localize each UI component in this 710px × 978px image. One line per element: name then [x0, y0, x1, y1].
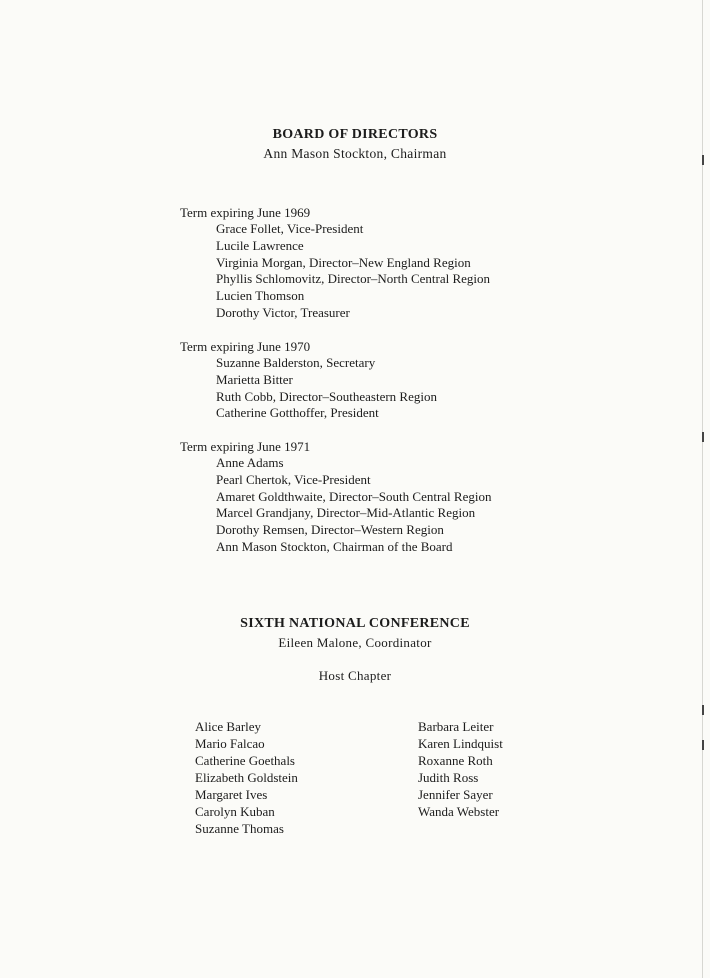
- term-1970: [180, 338, 437, 422]
- term-heading: Term expiring June 1969: [180, 205, 311, 220]
- member: Suzanne Balderston, Secretary: [216, 355, 376, 370]
- member: Dorothy Victor, Treasurer: [216, 304, 350, 320]
- member: Amaret Goldthwaite, Director–South Central Region: [216, 488, 492, 504]
- host-member: Carolyn Kuban: [195, 804, 275, 819]
- member: Lucile Lawrence: [216, 237, 304, 253]
- edge-mark: [702, 740, 704, 750]
- host-chapter-heading: Host Chapter: [318, 668, 392, 683]
- host-member: Alice Barley: [195, 719, 262, 734]
- member: Marietta Bitter: [216, 371, 293, 387]
- member: Virginia Morgan, Director–New England Region: [216, 254, 471, 270]
- term-members: [180, 221, 490, 322]
- host-member: Mario Falcao: [195, 736, 265, 751]
- host-chapter-right-column: [418, 718, 503, 820]
- host-member: Wanda Webster: [418, 804, 500, 819]
- host-chapter-left-column: [195, 718, 298, 837]
- host-member: Barbara Leiter: [418, 719, 494, 734]
- member: Grace Follet, Vice-President: [216, 221, 364, 236]
- board-title: BOARD OF DIRECTORS: [272, 127, 438, 142]
- member: Catherine Gotthoffer, President: [216, 405, 379, 421]
- member: Ruth Cobb, Director–Southeastern Region: [216, 388, 437, 404]
- term-heading: Term expiring June 1970: [180, 339, 311, 354]
- member: Anne Adams: [216, 455, 284, 470]
- term-heading: Term expiring June 1971: [180, 439, 311, 454]
- board-chairman: Ann Mason Stockton, Chairman: [263, 146, 447, 161]
- host-member: Roxanne Roth: [418, 753, 493, 768]
- member: Lucien Thomson: [216, 288, 305, 304]
- host-member: Elizabeth Goldstein: [195, 770, 298, 785]
- host-member: Margaret Ives: [195, 787, 268, 802]
- member: Phyllis Schlomovitz, Director–North Central Region: [216, 271, 491, 287]
- conference-coordinator: Eileen Malone, Coordinator: [278, 635, 432, 650]
- member: Ann Mason Stockton, Chairman of the Board: [216, 538, 453, 554]
- term-1971: [180, 438, 491, 556]
- member: Dorothy Remsen, Director–Western Region: [216, 522, 444, 538]
- host-member: Suzanne Thomas: [195, 821, 284, 836]
- edge-mark: [702, 432, 704, 442]
- host-member: Karen Lindquist: [418, 736, 503, 751]
- host-member: Jennifer Sayer: [418, 787, 493, 802]
- member: Marcel Grandjany, Director–Mid-Atlantic Region: [216, 505, 476, 521]
- term-members: [180, 355, 437, 422]
- host-member: Catherine Goethals: [195, 753, 295, 768]
- term-members: [180, 455, 491, 556]
- term-1969: [180, 204, 490, 322]
- edge-mark: [702, 705, 704, 715]
- conference-title: SIXTH NATIONAL CONFERENCE: [240, 616, 470, 631]
- member: Pearl Chertok, Vice-President: [216, 471, 371, 487]
- host-member: Judith Ross: [418, 770, 479, 785]
